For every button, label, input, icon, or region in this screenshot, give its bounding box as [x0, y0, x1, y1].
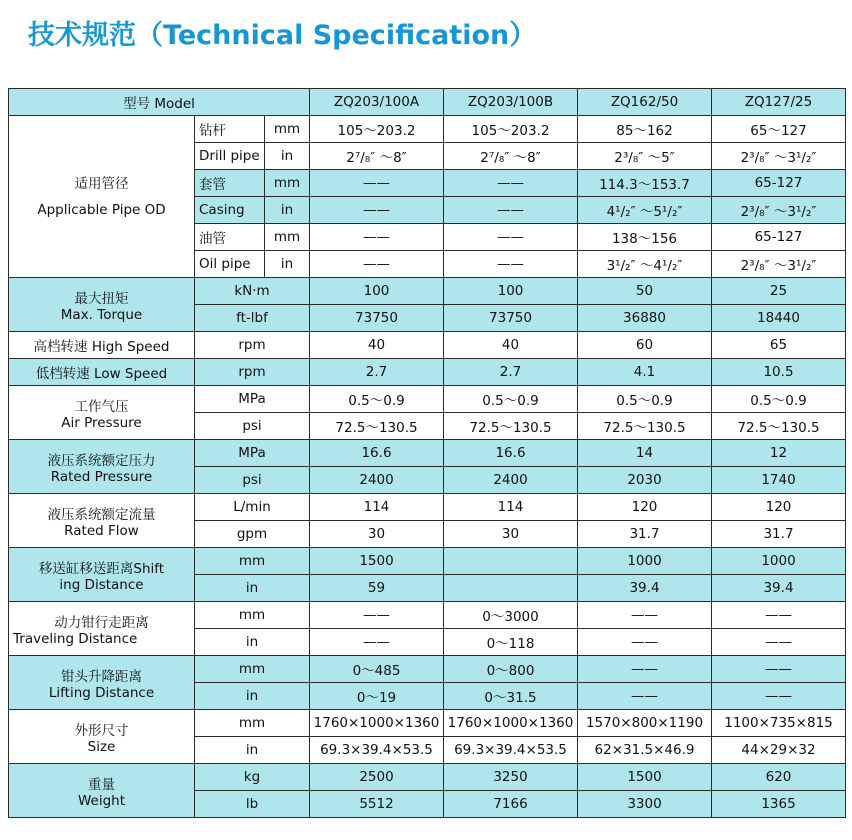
rated-pressure-label-en: Rated Pressure: [50, 468, 153, 485]
cell-value: 59: [310, 575, 444, 602]
shift-label: [9, 548, 195, 602]
cell-value: 1760×1000×1360: [444, 710, 578, 737]
cell-value: 0.5～0.9: [310, 386, 444, 413]
cell-value: 2.7: [310, 359, 444, 386]
cell-value: 60: [578, 332, 712, 359]
cell-value: 2400: [444, 467, 578, 494]
cell-value: 30: [310, 521, 444, 548]
unit: mm: [195, 602, 310, 629]
oil-pipe-en: Oil pipe: [195, 251, 265, 278]
unit: L/min: [195, 494, 310, 521]
casing-cn: 套管: [195, 170, 265, 197]
cell-value: 4.1: [578, 359, 712, 386]
cell-value: 40: [444, 332, 578, 359]
cell-value: ——: [310, 629, 444, 656]
unit: in: [265, 143, 310, 170]
cell-value: 1760×1000×1360: [310, 710, 444, 737]
cell-value: 620: [712, 764, 846, 791]
cell-value: 2³/₈″ ～3¹/₂″: [712, 197, 846, 224]
cell-value: 0.5～0.9: [444, 386, 578, 413]
cell-value: 40: [310, 332, 444, 359]
unit: mm: [195, 710, 310, 737]
size-label-cn: 外形尺寸: [74, 722, 129, 739]
cell-value: 39.4: [712, 575, 846, 602]
cell-value: 65-127: [712, 170, 846, 197]
cell-value: 3250: [444, 764, 578, 791]
cell-value: 105～203.2: [310, 116, 444, 143]
unit: in: [195, 629, 310, 656]
cell-value: 1740: [712, 467, 846, 494]
cell-value: 105～203.2: [444, 116, 578, 143]
drill-pipe-cn: 钻杆: [195, 116, 265, 143]
spec-table: [8, 88, 846, 818]
cell-value: 2³/₈″ ～5″: [578, 143, 712, 170]
cell-value: 0～118: [444, 629, 578, 656]
cell-value: 36880: [578, 305, 712, 332]
unit: gpm: [195, 521, 310, 548]
cell-value: ——: [712, 656, 846, 683]
cell-value: 31.7: [712, 521, 846, 548]
lifting-label: [9, 656, 195, 710]
cell-value: 14: [578, 440, 712, 467]
unit: mm: [265, 116, 310, 143]
unit: lb: [195, 791, 310, 818]
cell-value: [444, 575, 578, 602]
shift-label-en: ing Distance: [59, 576, 144, 593]
rated-pressure-row: [9, 440, 846, 467]
cell-value: ——: [712, 602, 846, 629]
cell-value: 138～156: [578, 224, 712, 251]
pipe-row: [9, 116, 846, 143]
cell-value: 69.3×39.4×53.5: [310, 737, 444, 764]
cell-value: 30: [444, 521, 578, 548]
size-label-en: Size: [87, 738, 116, 755]
shift-label-cn: 移送缸移送距离Shift: [38, 560, 165, 577]
size-label: [9, 710, 195, 764]
cell-value: 65-127: [712, 224, 846, 251]
travel-row: [9, 602, 846, 629]
cell-value: 1570×800×1190: [578, 710, 712, 737]
travel-label: [9, 602, 195, 656]
cell-value: 12: [712, 440, 846, 467]
cell-value: 1365: [712, 791, 846, 818]
cell-value: 72.5～130.5: [578, 413, 712, 440]
cell-value: 72.5～130.5: [712, 413, 846, 440]
torque-label-en: Max. Torque: [60, 306, 143, 323]
cell-value: ——: [310, 197, 444, 224]
weight-label-cn: 重量: [88, 776, 115, 793]
cell-value: 65: [712, 332, 846, 359]
cell-value: 1500: [310, 548, 444, 575]
cell-value: ——: [578, 656, 712, 683]
cell-value: ——: [310, 224, 444, 251]
unit: mm: [195, 548, 310, 575]
cell-value: ——: [444, 170, 578, 197]
low-speed-row: [9, 359, 846, 386]
rated-flow-row: [9, 494, 846, 521]
cell-value: 85～162: [578, 116, 712, 143]
unit: MPa: [195, 440, 310, 467]
weight-label: [9, 764, 195, 818]
cell-value: ——: [444, 251, 578, 278]
size-row: [9, 710, 846, 737]
cell-value: 2⁷/₈″ ～8″: [444, 143, 578, 170]
torque-row: [9, 278, 846, 305]
shift-row: [9, 548, 846, 575]
cell-value: 18440: [712, 305, 846, 332]
cell-value: 1500: [578, 764, 712, 791]
cell-value: ——: [310, 170, 444, 197]
weight-label-en: Weight: [77, 792, 126, 809]
cell-value: 1100×735×815: [712, 710, 846, 737]
travel-label-en: Traveling Distance: [13, 630, 138, 647]
cell-value: 7166: [444, 791, 578, 818]
unit: kg: [195, 764, 310, 791]
pipe-label-cell: [9, 116, 195, 278]
cell-value: 120: [712, 494, 846, 521]
cell-value: 114.3～153.7: [578, 170, 712, 197]
cell-value: 31.7: [578, 521, 712, 548]
rated-pressure-label: [9, 440, 195, 494]
cell-value: 3¹/₂″ ～4¹/₂″: [578, 251, 712, 278]
model-name: ZQ203/100A: [310, 89, 444, 116]
oil-pipe-cn: 油管: [195, 224, 265, 251]
cell-value: ——: [578, 683, 712, 710]
model-label: 型号 Model: [9, 89, 310, 116]
air-label-en: Air Pressure: [61, 414, 142, 431]
lifting-label-en: Lifting Distance: [48, 684, 155, 701]
cell-value: 2.7: [444, 359, 578, 386]
cell-value: ——: [712, 629, 846, 656]
cell-value: 16.6: [310, 440, 444, 467]
unit: in: [195, 737, 310, 764]
air-label: [9, 386, 195, 440]
cell-value: 39.4: [578, 575, 712, 602]
cell-value: 100: [310, 278, 444, 305]
cell-value: ——: [444, 224, 578, 251]
air-row: [9, 386, 846, 413]
model-name: ZQ203/100B: [444, 89, 578, 116]
cell-value: 2400: [310, 467, 444, 494]
cell-value: 0.5～0.9: [712, 386, 846, 413]
cell-value: 72.5～130.5: [310, 413, 444, 440]
cell-value: 3300: [578, 791, 712, 818]
cell-value: 2030: [578, 467, 712, 494]
unit: in: [195, 683, 310, 710]
unit: rpm: [195, 359, 310, 386]
page-title: 技术规范（Technical Specification）: [28, 20, 537, 51]
model-name: ZQ162/50: [578, 89, 712, 116]
cell-value: 0～800: [444, 656, 578, 683]
cell-value: 44×29×32: [712, 737, 846, 764]
lifting-label-cn: 钳头升降距离: [61, 668, 142, 685]
cell-value: ——: [712, 683, 846, 710]
cell-value: 69.3×39.4×53.5: [444, 737, 578, 764]
cell-value: 73750: [310, 305, 444, 332]
unit: in: [265, 251, 310, 278]
pipe-label-en: Applicable Pipe OD: [37, 201, 166, 218]
low-speed-label: 低档转速 Low Speed: [9, 359, 195, 386]
drill-pipe-en: Drill pipe: [195, 143, 265, 170]
high-speed-row: [9, 332, 846, 359]
unit: ft-lbf: [195, 305, 310, 332]
rated-flow-label-en: Rated Flow: [64, 522, 139, 539]
unit: psi: [195, 413, 310, 440]
cell-value: [444, 548, 578, 575]
unit: mm: [195, 656, 310, 683]
model-name: ZQ127/25: [712, 89, 846, 116]
unit: mm: [265, 170, 310, 197]
cell-value: 114: [444, 494, 578, 521]
cell-value: 0～31.5: [444, 683, 578, 710]
cell-value: 120: [578, 494, 712, 521]
cell-value: 2³/₈″ ～3¹/₂″: [712, 143, 846, 170]
cell-value: ——: [444, 197, 578, 224]
unit: kN·m: [195, 278, 310, 305]
torque-label: [9, 278, 195, 332]
cell-value: 0.5～0.9: [578, 386, 712, 413]
cell-value: 73750: [444, 305, 578, 332]
cell-value: 0～3000: [444, 602, 578, 629]
weight-row: [9, 764, 846, 791]
cell-value: ——: [578, 602, 712, 629]
rated-flow-label: [9, 494, 195, 548]
cell-value: 2⁷/₈″ ～8″: [310, 143, 444, 170]
cell-value: 1000: [578, 548, 712, 575]
unit: MPa: [195, 386, 310, 413]
cell-value: 72.5～130.5: [444, 413, 578, 440]
cell-value: 62×31.5×46.9: [578, 737, 712, 764]
air-label-cn: 工作气压: [74, 398, 129, 415]
high-speed-label: 高档转速 High Speed: [9, 332, 195, 359]
cell-value: ——: [310, 251, 444, 278]
unit: in: [195, 575, 310, 602]
cell-value: 2500: [310, 764, 444, 791]
cell-value: ——: [310, 602, 444, 629]
cell-value: 100: [444, 278, 578, 305]
cell-value: 4¹/₂″ ～5¹/₂″: [578, 197, 712, 224]
cell-value: 2³/₈″ ～3¹/₂″: [712, 251, 846, 278]
rated-flow-label-cn: 液压系统额定流量: [47, 506, 156, 523]
cell-value: 5512: [310, 791, 444, 818]
cell-value: 65～127: [712, 116, 846, 143]
pipe-label-cn: 适用管径: [74, 175, 129, 192]
header-row: [9, 89, 846, 116]
cell-value: 25: [712, 278, 846, 305]
rated-pressure-label-cn: 液压系统额定压力: [47, 452, 156, 469]
cell-value: 114: [310, 494, 444, 521]
cell-value: 1000: [712, 548, 846, 575]
lifting-row: [9, 656, 846, 683]
cell-value: 0～485: [310, 656, 444, 683]
cell-value: 10.5: [712, 359, 846, 386]
unit: psi: [195, 467, 310, 494]
unit: mm: [265, 224, 310, 251]
cell-value: ——: [578, 629, 712, 656]
cell-value: 0～19: [310, 683, 444, 710]
torque-label-cn: 最大扭矩: [74, 290, 129, 307]
cell-value: 16.6: [444, 440, 578, 467]
unit: rpm: [195, 332, 310, 359]
unit: in: [265, 197, 310, 224]
travel-label-cn: 动力钳行走距离: [54, 614, 149, 631]
casing-en: Casing: [195, 197, 265, 224]
cell-value: 50: [578, 278, 712, 305]
